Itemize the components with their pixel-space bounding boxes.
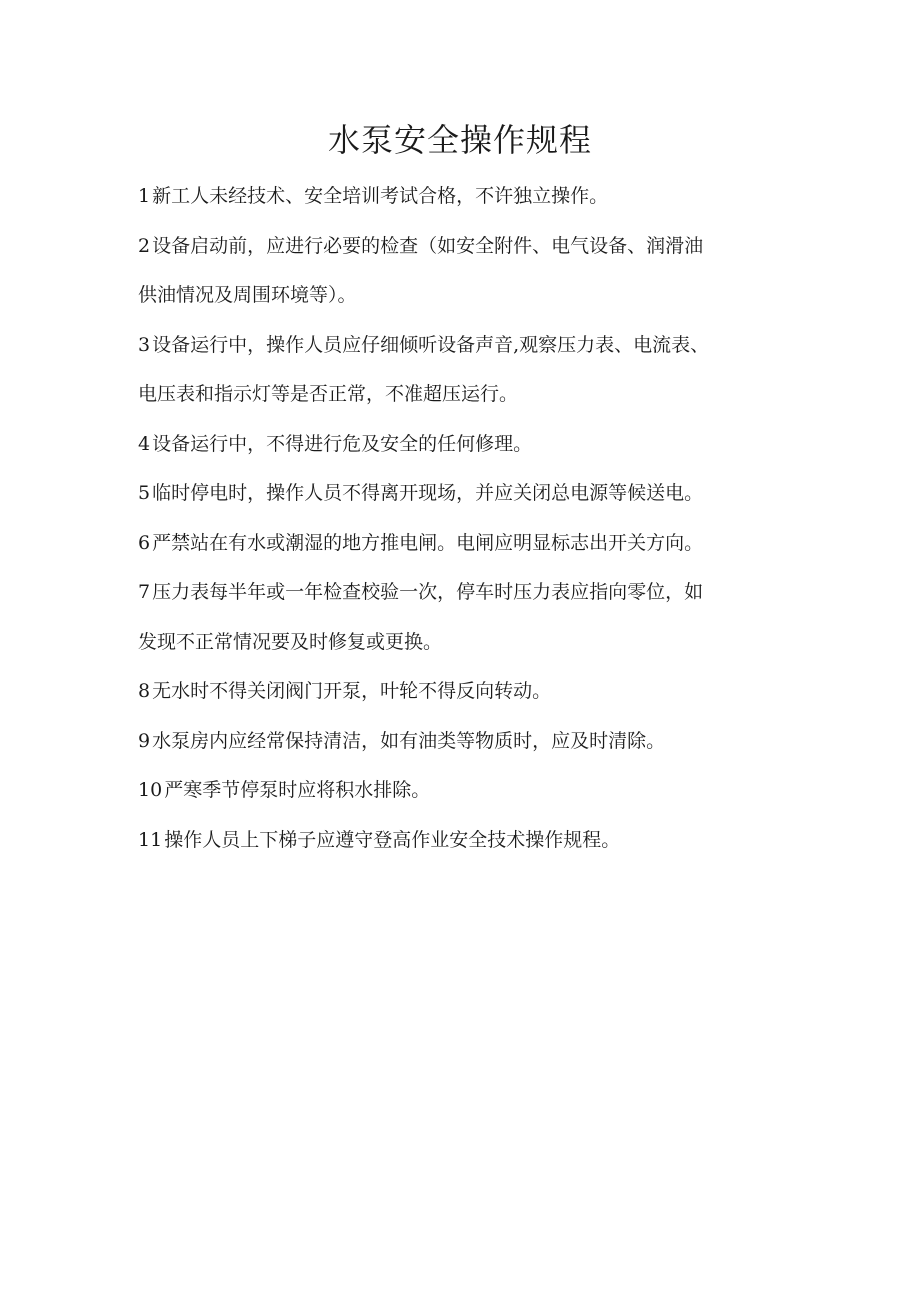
rule-number: 7 (138, 581, 151, 603)
rule-item (138, 568, 818, 617)
rule-text: 设备运行中，不得进行危及安全的任何修理。 (152, 432, 533, 455)
rule-number: 6 (138, 531, 151, 554)
rule-number: 1 (138, 185, 151, 207)
rule-number: 2 (138, 234, 151, 257)
rule-item-continuation (138, 271, 818, 320)
rule-item (138, 321, 818, 370)
rule-item (138, 469, 818, 518)
rule-item-continuation (138, 370, 818, 419)
rule-item-continuation (138, 618, 818, 667)
rule-number: 4 (138, 432, 151, 455)
rule-number: 8 (138, 680, 151, 702)
rule-item (138, 717, 818, 766)
rule-text: 严寒季节停泵时应将积水排除。 (164, 779, 431, 801)
rule-text: 操作人员上下梯子应遵守登高作业安全技术操作规程。 (164, 828, 621, 851)
rule-text: 电压表和指示灯等是否正常，不准超压运行。 (138, 383, 519, 405)
rule-item (138, 519, 818, 568)
rule-text: 供油情况及周围环境等）。 (138, 284, 357, 306)
rule-item (138, 667, 818, 716)
rule-number: 11 (138, 828, 163, 851)
rule-text: 水泵房内应经常保持清洁，如有油类等物质时，应及时清除。 (152, 729, 666, 752)
rule-number: 10 (138, 779, 163, 801)
rule-text: 设备运行中，操作人员应仔细倾听设备声音,观察压力表、电流表、 (152, 333, 710, 356)
rule-text: 设备启动前，应进行必要的检查（如安全附件、电气设备、润滑油 (152, 234, 704, 257)
rules-list (138, 172, 818, 865)
rule-item (138, 766, 818, 815)
rule-text: 发现不正常情况要及时修复或更换。 (138, 630, 443, 653)
rule-item (138, 172, 818, 221)
rule-text: 新工人未经技术、安全培训考试合格，不许独立操作。 (152, 185, 609, 207)
rule-text: 压力表每半年或一年检查校验一次，停车时压力表应指向零位，如 (152, 581, 704, 603)
rule-item (138, 222, 818, 271)
rule-number: 9 (138, 729, 151, 752)
rule-number: 5 (138, 482, 151, 504)
rule-item (138, 420, 818, 469)
rule-text: 严禁站在有水或潮湿的地方推电闸。电闸应明显标志出开关方向。 (152, 531, 704, 554)
document-title: 水泵安全操作规程 (327, 121, 592, 159)
rule-text: 无水时不得关闭阀门开泵，叶轮不得反向转动。 (152, 680, 552, 702)
rule-number: 3 (138, 333, 151, 356)
rule-item (138, 816, 818, 865)
rule-text: 临时停电时，操作人员不得离开现场，并应关闭总电源等候送电。 (152, 482, 704, 504)
